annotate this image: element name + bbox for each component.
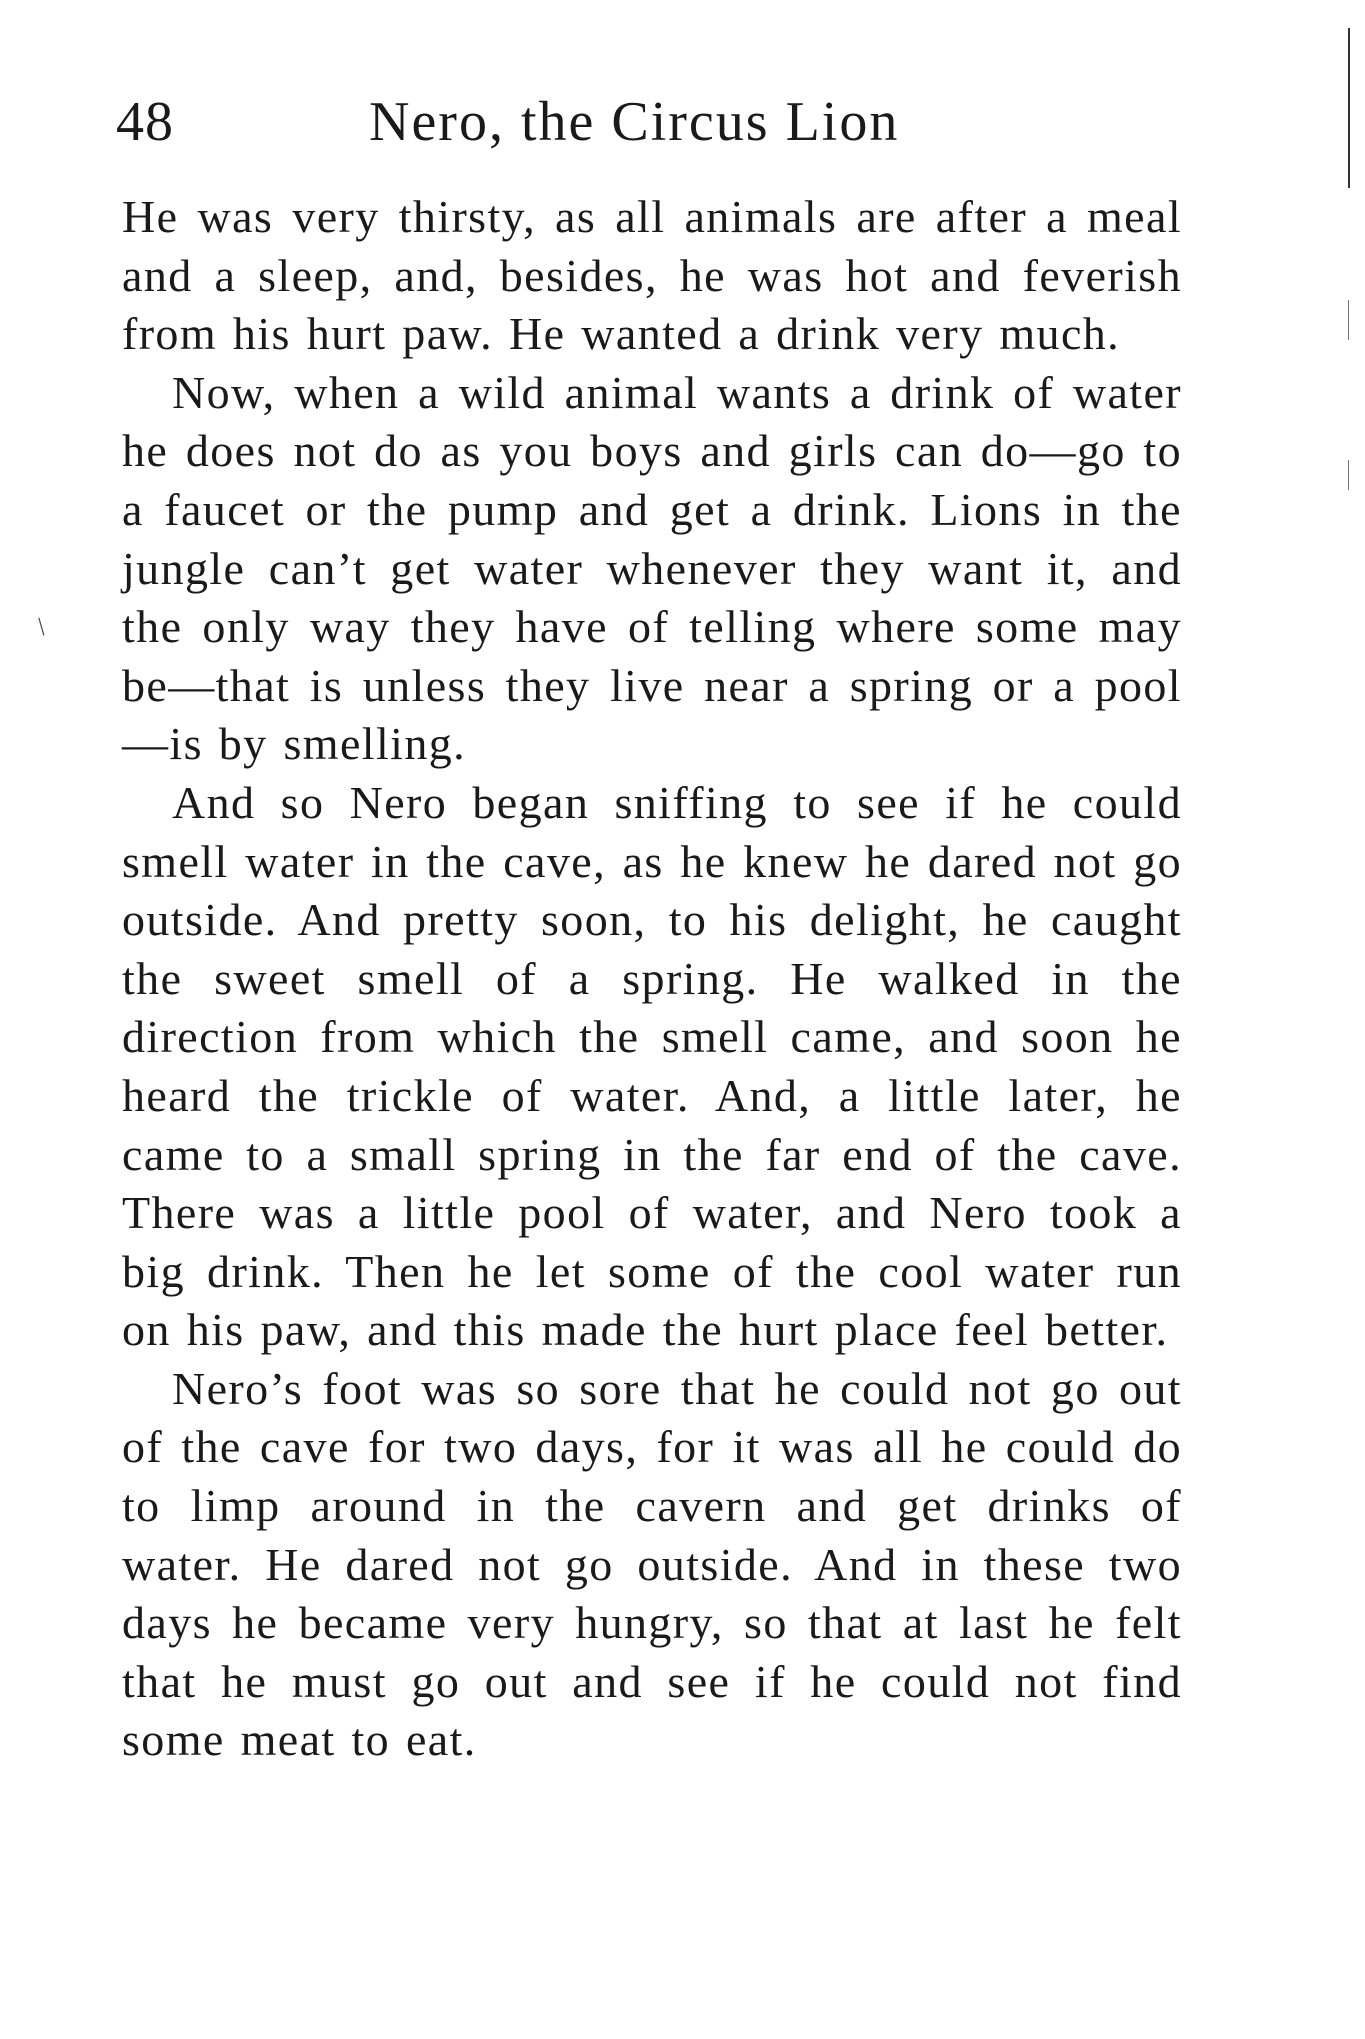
page-edge-line — [1348, 28, 1350, 188]
paragraph: Nero’s foot was so sore that he could not go out of the cave for two days, for it was all he could do to limp around in the cavern and get drinks of water. He dared not go outside. And in these two days he became very hungry, so that at last he felt that he must go out and see if he could not find some meat to eat. — [122, 1362, 1182, 1766]
page-header — [116, 82, 1176, 162]
running-title: Nero, the Circus Lion — [369, 91, 900, 153]
paragraph: And so Nero began sniffing to see if he could smell water in the cave, as he knew he dared not go outside. And pretty soon, to his delight, he caught the sweet smell of a spring. He walked in the direction from which the smell came, and soon he heard the trickle of water. And, a little later, he came to a small spring in the far end of the cave. There was a little pool of water, and Nero took a big drink. Then he let some of the cool water run on his paw, and this made the hurt place feel better. — [122, 776, 1182, 1356]
body-text — [122, 188, 1182, 1770]
paragraph: He was very thirsty, as all animals are after a meal and a sleep, and, besides, he was hot and feverish from his hurt paw. He wanted a drink very much. — [122, 191, 1182, 360]
margin-pencil-mark: / — [30, 612, 53, 641]
page-number: 48 — [116, 91, 174, 153]
page-edge-mark — [1348, 460, 1349, 490]
paragraph: Now, when a wild animal wants a drink of water he does not do as you boys and girls can do—go to a faucet or the pump and get a drink. Lions in the jungle can’t get water whenever they want it, and the only way they have of telling where some may be—that is unless they live near a spring or a pool—is by smelling. — [122, 366, 1182, 770]
page-edge-mark — [1348, 300, 1349, 340]
